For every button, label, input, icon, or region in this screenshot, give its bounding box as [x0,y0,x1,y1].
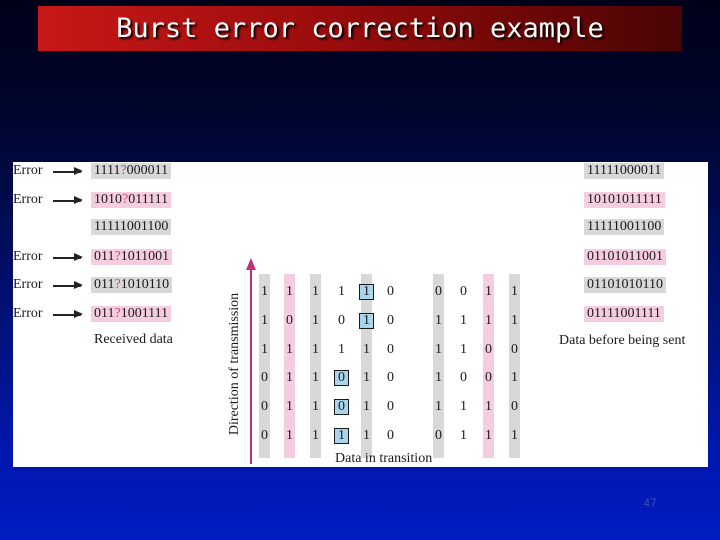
bit-cell: 0 [387,399,394,414]
direction-of-transmission-label: Direction of transmission [227,292,242,436]
error-arrow [53,257,81,259]
received-word-prefix: 1111 [94,163,121,178]
bit-cell: 1 [286,370,293,385]
bit-cell: 0 [387,284,394,299]
bit-cell: 1 [338,342,345,357]
slide-title: Burst error correction example [116,13,604,44]
error-arrow [53,171,81,173]
received-word-suffix: 1011001 [120,249,170,264]
data-in-transition-label: Data in transition [335,451,433,466]
bit-cell: 1 [312,313,319,328]
bit-cell: 0 [286,313,293,328]
bit-cell: 1 [261,313,268,328]
error-bit-cell: 1 [359,284,374,300]
bit-cell: 1 [286,342,293,357]
received-word [91,306,171,322]
error-arrow [53,285,81,287]
bit-cell: 1 [261,284,268,299]
bit-cell: 0 [261,399,268,414]
unknown-bit-marker: ? [114,306,121,321]
received-word-prefix: 011 [94,306,115,321]
error-label: Error [13,306,43,321]
transmission-direction-arrowhead [246,258,256,270]
sent-word: 10101011111 [584,192,665,208]
received-word [91,192,171,208]
error-arrow [53,200,81,202]
error-label: Error [13,163,43,178]
burst-error-figure [13,162,708,467]
error-label: Error [13,277,43,292]
bit-cell: 0 [261,370,268,385]
bit-cell: 1 [312,428,319,443]
unknown-bit-marker: ? [122,192,129,207]
bit-cell: 1 [460,428,467,443]
bit-cell: 1 [435,342,442,357]
received-word-suffix: 000011 [126,163,169,178]
bit-cell: 1 [511,313,518,328]
bit-cell: 1 [363,370,370,385]
bit-cell: 1 [286,284,293,299]
bit-cell: 1 [485,313,492,328]
error-label: Error [13,192,43,207]
bit-cell: 1 [511,370,518,385]
bit-cell: 0 [387,370,394,385]
error-bit-cell: 0 [334,399,349,415]
error-bit-cell: 0 [334,370,349,386]
sent-data-label: Data before being sent [559,333,686,348]
bit-cell: 0 [511,342,518,357]
bit-cell: 1 [435,370,442,385]
unknown-bit-marker: ? [120,163,127,178]
bit-cell: 1 [460,342,467,357]
bit-cell: 0 [435,428,442,443]
error-bit-cell: 1 [359,313,374,329]
bit-cell: 0 [261,428,268,443]
sent-word: 01111001111 [584,306,664,322]
unknown-bit-marker: ? [114,249,121,264]
bit-cell: 1 [485,284,492,299]
error-arrow [53,314,81,316]
received-word-prefix: 011 [94,277,115,292]
sent-word: 01101010110 [584,277,666,293]
bit-cell: 0 [338,313,345,328]
received-word-suffix: 1010110 [120,277,170,292]
error-bit-cell: 1 [334,428,349,444]
received-word-prefix: 11111001100 [94,219,169,234]
sent-word: 01101011001 [584,249,666,265]
received-word [91,277,172,293]
bit-cell: 0 [387,428,394,443]
received-word-suffix: 011111 [128,192,169,207]
received-word [91,219,171,235]
received-word-suffix: 1001111 [120,306,169,321]
transmission-direction-arrow [250,264,252,464]
bit-cell: 1 [261,342,268,357]
bit-cell: 1 [312,342,319,357]
bit-cell: 1 [511,284,518,299]
bit-cell: 1 [312,284,319,299]
sent-word: 11111001100 [584,219,664,235]
bit-cell: 1 [312,370,319,385]
title-bar [38,6,682,51]
received-data-label: Received data [94,332,173,347]
bit-cell: 1 [485,399,492,414]
received-word [91,249,172,265]
bit-cell: 1 [286,428,293,443]
page-number: 47 [643,496,657,510]
received-word [91,163,171,179]
bit-cell: 0 [460,370,467,385]
bit-cell: 0 [387,342,394,357]
bit-cell: 0 [460,284,467,299]
bit-cell: 0 [485,342,492,357]
received-word-prefix: 011 [94,249,115,264]
bit-cell: 1 [485,428,492,443]
sent-word: 11111000011 [584,163,664,179]
received-word-prefix: 1010 [94,192,122,207]
bit-cell: 1 [511,428,518,443]
bit-cell: 1 [286,399,293,414]
bit-cell: 1 [338,284,345,299]
bit-cell: 1 [460,399,467,414]
bit-cell: 1 [460,313,467,328]
unknown-bit-marker: ? [114,277,121,292]
bit-cell: 1 [435,399,442,414]
bit-cell: 0 [485,370,492,385]
bit-cell: 0 [387,313,394,328]
bit-cell: 1 [363,428,370,443]
bit-cell: 1 [435,313,442,328]
bit-cell: 0 [435,284,442,299]
error-label: Error [13,249,43,264]
bit-cell: 1 [312,399,319,414]
bit-cell: 1 [363,399,370,414]
bit-cell: 1 [363,342,370,357]
bit-cell: 0 [511,399,518,414]
